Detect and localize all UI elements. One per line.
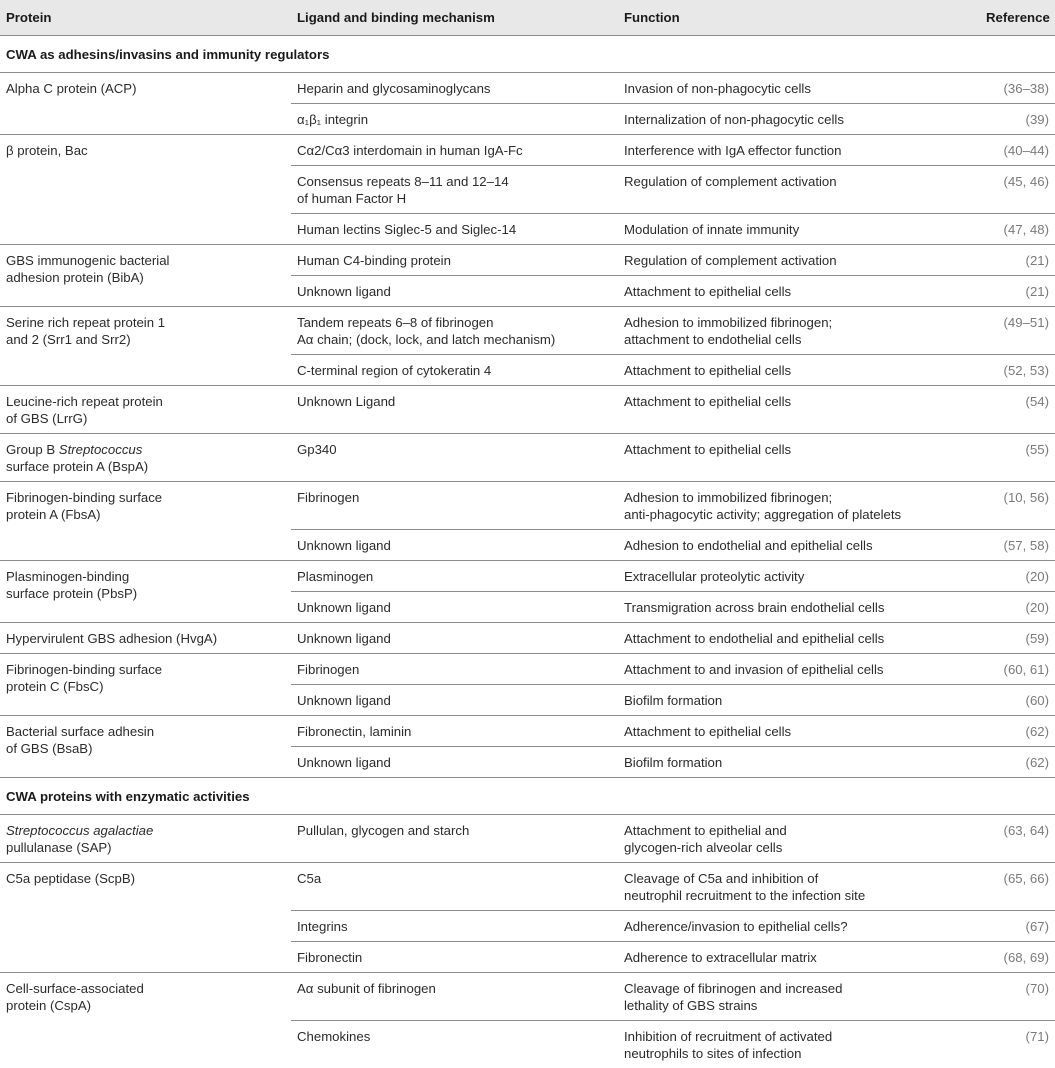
table-row [0, 815, 1055, 863]
protein-cell [0, 307, 291, 386]
ligand-line: Consensus repeats 8–11 and 12–14 [297, 173, 612, 190]
reference-cell: (47, 48) [980, 214, 1055, 245]
function-cell: Invasion of non-phagocytic cells [618, 73, 980, 104]
protein-cell: Hypervirulent GBS adhesion (HvgA) [0, 623, 291, 654]
reference-cell: (10, 56) [980, 482, 1055, 530]
protein-line: adhesion protein (BibA) [6, 269, 285, 286]
function-line: neutrophil recruitment to the infection site [624, 887, 974, 904]
reference-cell: (57, 58) [980, 530, 1055, 561]
function-cell: Transmigration across brain endothelial cells [618, 592, 980, 623]
table-row [0, 73, 1055, 104]
protein-cell [0, 716, 291, 778]
function-cell: Modulation of innate immunity [618, 214, 980, 245]
protein-line: pullulanase (SAP) [6, 839, 285, 856]
function-cell: Extracellular proteolytic activity [618, 561, 980, 592]
table-row [0, 863, 1055, 911]
function-cell: Interference with IgA effector function [618, 135, 980, 166]
ligand-cell: Aα subunit of fibrinogen [291, 973, 618, 1021]
protein-cell: Alpha C protein (ACP) [0, 73, 291, 135]
table-row [0, 716, 1055, 747]
ligand-cell: Cα2/Cα3 interdomain in human IgA-Fc [291, 135, 618, 166]
reference-cell: (59) [980, 623, 1055, 654]
ligand-cell: Fibronectin [291, 942, 618, 973]
reference-cell: (40–44) [980, 135, 1055, 166]
protein-line: Fibrinogen-binding surface [6, 489, 285, 506]
table-row [0, 307, 1055, 355]
table-row [0, 245, 1055, 276]
function-line: Attachment to epithelial and [624, 822, 974, 839]
function-cell: Regulation of complement activation [618, 245, 980, 276]
function-cell: Attachment to epithelial cells [618, 386, 980, 434]
reference-cell: (54) [980, 386, 1055, 434]
header-ligand: Ligand and binding mechanism [291, 0, 618, 36]
function-cell: Biofilm formation [618, 685, 980, 716]
reference-cell: (62) [980, 716, 1055, 747]
ligand-cell: α₁β₁ integrin [291, 104, 618, 135]
function-line: attachment to endothelial cells [624, 331, 974, 348]
protein-line: surface protein A (BspA) [6, 458, 285, 475]
protein-line: Bacterial surface adhesin [6, 723, 285, 740]
header-reference: Reference [980, 0, 1055, 36]
ligand-cell: Chemokines [291, 1021, 618, 1068]
protein-line: surface protein (PbsP) [6, 585, 285, 602]
table-row [0, 386, 1055, 434]
ligand-cell: Unknown ligand [291, 623, 618, 654]
function-line: glycogen-rich alveolar cells [624, 839, 974, 856]
ligand-cell: Unknown ligand [291, 530, 618, 561]
reference-cell: (63, 64) [980, 815, 1055, 863]
protein-cell: β protein, Bac [0, 135, 291, 245]
function-cell [618, 1021, 980, 1068]
ligand-cell: Unknown ligand [291, 592, 618, 623]
ligand-cell [291, 307, 618, 355]
reference-cell: (60) [980, 685, 1055, 716]
function-cell: Attachment to endothelial and epithelial cells [618, 623, 980, 654]
ligand-cell: Fibrinogen [291, 482, 618, 530]
reference-cell: (67) [980, 911, 1055, 942]
protein-cell [0, 973, 291, 1068]
protein-text: Group B [6, 442, 59, 457]
protein-cell [0, 815, 291, 863]
reference-cell: (65, 66) [980, 863, 1055, 911]
function-line: Inhibition of recruitment of activated [624, 1028, 974, 1045]
function-cell: Attachment to and invasion of epithelial cells [618, 654, 980, 685]
reference-cell: (20) [980, 592, 1055, 623]
protein-line: Plasminogen-binding [6, 568, 285, 585]
ligand-cell: Fibrinogen [291, 654, 618, 685]
ligand-cell: Unknown ligand [291, 747, 618, 778]
function-cell [618, 482, 980, 530]
ligand-line: Aα chain; (dock, lock, and latch mechanism) [297, 331, 612, 348]
function-cell: Attachment to epithelial cells [618, 355, 980, 386]
reference-cell: (68, 69) [980, 942, 1055, 973]
function-line: Cleavage of C5a and inhibition of [624, 870, 974, 887]
protein-cell: C5a peptidase (ScpB) [0, 863, 291, 973]
protein-cell [0, 386, 291, 434]
function-cell: Attachment to epithelial cells [618, 716, 980, 747]
table-row [0, 623, 1055, 654]
function-cell: Biofilm formation [618, 747, 980, 778]
protein-line: Streptococcus agalactiae [6, 823, 153, 838]
section-title: CWA as adhesins/invasins and immunity regulators [0, 36, 1055, 73]
table-row [0, 654, 1055, 685]
ligand-cell: Integrins [291, 911, 618, 942]
reference-cell: (49–51) [980, 307, 1055, 355]
function-line: neutrophils to sites of infection [624, 1045, 974, 1062]
reference-cell: (45, 46) [980, 166, 1055, 214]
protein-cell [0, 434, 291, 482]
ligand-line: of human Factor H [297, 190, 612, 207]
protein-cell [0, 482, 291, 561]
function-cell: Adherence/invasion to epithelial cells? [618, 911, 980, 942]
function-line: Adhesion to immobilized fibrinogen; [624, 314, 974, 331]
function-line: anti-phagocytic activity; aggregation of platelets [624, 506, 974, 523]
ligand-cell: Unknown ligand [291, 276, 618, 307]
reference-cell: (21) [980, 245, 1055, 276]
protein-line: protein (CspA) [6, 997, 285, 1014]
header-protein: Protein [0, 0, 291, 36]
table-row [0, 434, 1055, 482]
ligand-cell: Unknown Ligand [291, 386, 618, 434]
reference-cell: (62) [980, 747, 1055, 778]
function-cell [618, 973, 980, 1021]
protein-line: Leucine-rich repeat protein [6, 393, 285, 410]
reference-cell: (39) [980, 104, 1055, 135]
section-row [0, 36, 1055, 73]
protein-line: protein C (FbsC) [6, 678, 285, 695]
section-row [0, 778, 1055, 815]
function-line: Cleavage of fibrinogen and increased [624, 980, 974, 997]
function-cell [618, 307, 980, 355]
protein-line: Serine rich repeat protein 1 [6, 314, 285, 331]
protein-line: Cell-surface-associated [6, 980, 285, 997]
protein-line: of GBS (LrrG) [6, 410, 285, 427]
function-cell: Attachment to epithelial cells [618, 434, 980, 482]
protein-genus: Streptococcus [59, 442, 143, 457]
function-cell [618, 863, 980, 911]
table-row [0, 561, 1055, 592]
protein-line: GBS immunogenic bacterial [6, 252, 285, 269]
table-row [0, 482, 1055, 530]
ligand-cell: Plasminogen [291, 561, 618, 592]
reference-cell: (55) [980, 434, 1055, 482]
ligand-cell: Human lectins Siglec-5 and Siglec-14 [291, 214, 618, 245]
protein-line: of GBS (BsaB) [6, 740, 285, 757]
table-row [0, 973, 1055, 1021]
protein-cell [0, 654, 291, 716]
reference-cell: (60, 61) [980, 654, 1055, 685]
section-title: CWA proteins with enzymatic activities [0, 778, 1055, 815]
reference-cell: (36–38) [980, 73, 1055, 104]
function-cell: Attachment to epithelial cells [618, 276, 980, 307]
protein-line: protein A (FbsA) [6, 506, 285, 523]
ligand-line: Tandem repeats 6–8 of fibrinogen [297, 314, 612, 331]
reference-cell: (71) [980, 1021, 1055, 1068]
reference-cell: (70) [980, 973, 1055, 1021]
protein-line: Fibrinogen-binding surface [6, 661, 285, 678]
function-line: lethality of GBS strains [624, 997, 974, 1014]
reference-cell: (20) [980, 561, 1055, 592]
function-cell: Adhesion to endothelial and epithelial cells [618, 530, 980, 561]
ligand-cell: C5a [291, 863, 618, 911]
function-line: Adhesion to immobilized fibrinogen; [624, 489, 974, 506]
ligand-cell: Heparin and glycosaminoglycans [291, 73, 618, 104]
protein-line: and 2 (Srr1 and Srr2) [6, 331, 285, 348]
table-row [0, 135, 1055, 166]
ligand-cell: C-terminal region of cytokeratin 4 [291, 355, 618, 386]
protein-line [6, 441, 285, 458]
ligand-cell: Unknown ligand [291, 685, 618, 716]
header-function: Function [618, 0, 980, 36]
protein-cell [0, 561, 291, 623]
ligand-cell [291, 166, 618, 214]
reference-cell: (21) [980, 276, 1055, 307]
ligand-cell: Human C4-binding protein [291, 245, 618, 276]
ligand-cell: Pullulan, glycogen and starch [291, 815, 618, 863]
function-cell: Internalization of non-phagocytic cells [618, 104, 980, 135]
reference-cell: (52, 53) [980, 355, 1055, 386]
header-row [0, 0, 1055, 36]
protein-cell [0, 245, 291, 307]
ligand-cell: Gp340 [291, 434, 618, 482]
function-cell: Regulation of complement activation [618, 166, 980, 214]
function-cell [618, 815, 980, 863]
function-cell: Adherence to extracellular matrix [618, 942, 980, 973]
ligand-cell: Fibronectin, laminin [291, 716, 618, 747]
